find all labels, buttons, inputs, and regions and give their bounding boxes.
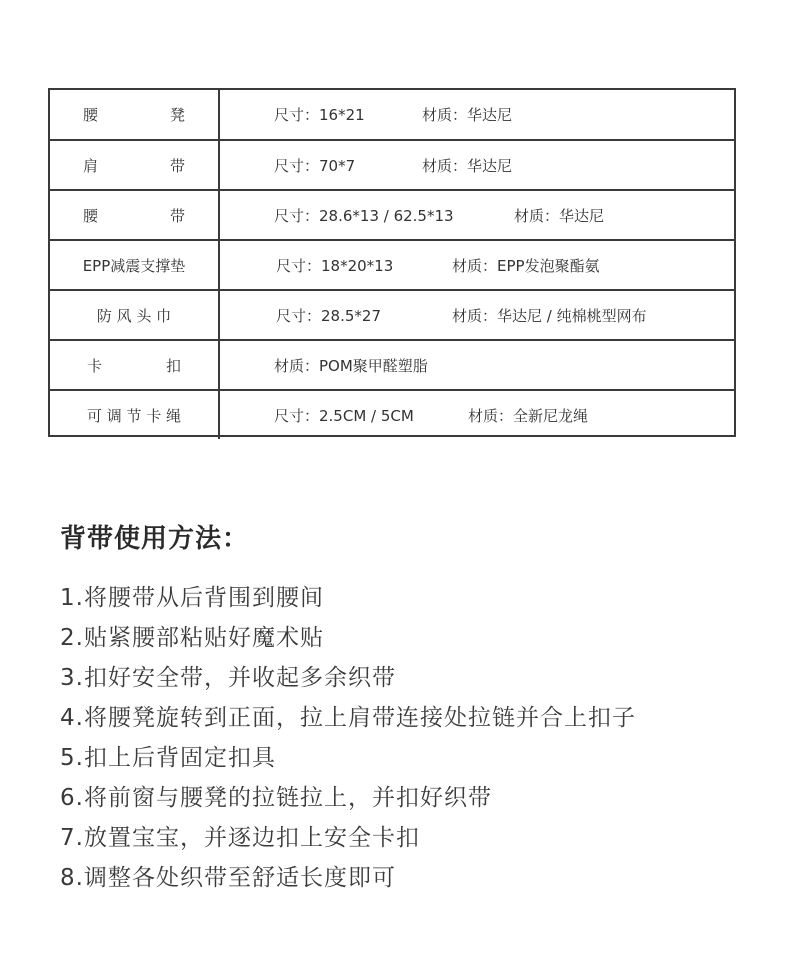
spec-material: 材质：EPP发泡聚酯氨 — [452, 256, 600, 275]
spec-material: 材质：华达尼 — [422, 156, 513, 175]
spec-size: 尺寸：28.6*13 / 62.5*13 — [274, 206, 454, 225]
spec-name-cell — [50, 141, 220, 189]
spec-material: 材质：POM聚甲醛塑脂 — [274, 356, 428, 375]
spec-name-char: 带 — [170, 156, 186, 175]
spec-desc-cell — [220, 191, 734, 239]
spec-name-char: 肩 — [82, 156, 98, 175]
spec-name-cell: 可 调 节 卡 绳 — [50, 391, 220, 439]
spec-table — [48, 88, 736, 437]
spec-desc-cell — [220, 141, 734, 189]
spec-row-waist-belt — [50, 189, 734, 239]
spec-desc-cell — [220, 391, 734, 439]
usage-steps-list — [60, 578, 636, 898]
usage-step: 8.调整各处织带至舒适长度即可 — [60, 865, 396, 891]
spec-material: 材质：全新尼龙绳 — [468, 406, 589, 425]
spec-row-hood — [50, 289, 734, 339]
spec-name-char: 扣 — [166, 356, 182, 375]
usage-title: 背带使用方法： — [60, 524, 250, 554]
usage-step: 3.扣好安全带，并收起多余织带 — [60, 665, 396, 691]
spec-size: 尺寸：70*7 — [274, 156, 356, 175]
usage-step: 4.将腰凳旋转到正面，拉上肩带连接处拉链并合上扣子 — [60, 705, 636, 731]
usage-step: 2.贴紧腰部粘贴好魔术贴 — [60, 625, 324, 651]
spec-row-adjustable-cord — [50, 389, 734, 439]
usage-step: 1.将腰带从后背围到腰间 — [60, 585, 324, 611]
spec-row-shoulder-strap — [50, 139, 734, 189]
spec-name-cell — [50, 191, 220, 239]
spec-material: 材质：华达尼 — [422, 106, 513, 124]
spec-name-cell: 防 风 头 巾 — [50, 291, 220, 339]
spec-name-cell: EPP减震支撑垫 — [50, 241, 220, 289]
spec-row-epp-pad — [50, 239, 734, 289]
spec-desc-cell — [220, 90, 734, 139]
usage-step: 6.将前窗与腰凳的拉链拉上，并扣好织带 — [60, 785, 492, 811]
usage-step: 5.扣上后背固定扣具 — [60, 745, 276, 771]
usage-step: 7.放置宝宝，并逐边扣上安全卡扣 — [60, 825, 420, 851]
spec-name-cell — [50, 341, 220, 389]
spec-size: 尺寸：28.5*27 — [276, 306, 381, 325]
spec-desc-cell — [220, 241, 734, 289]
spec-name-char: 带 — [170, 206, 186, 225]
spec-size: 尺寸：16*21 — [274, 106, 365, 124]
spec-desc-cell — [220, 341, 734, 389]
spec-name-char: 腰 — [82, 106, 98, 124]
spec-name-char: 腰 — [82, 206, 98, 225]
spec-material: 材质：华达尼 / 纯棉桃型网布 — [452, 306, 647, 325]
spec-name-char: 凳 — [170, 106, 186, 124]
spec-row-buckle — [50, 339, 734, 389]
spec-material: 材质：华达尼 — [514, 206, 605, 225]
spec-desc-cell — [220, 291, 734, 339]
spec-size: 尺寸：18*20*13 — [276, 256, 394, 275]
spec-name-cell — [50, 90, 220, 139]
spec-row-waist-stool — [50, 90, 734, 139]
spec-name-char: 卡 — [86, 356, 102, 375]
spec-size: 尺寸：2.5CM / 5CM — [274, 406, 414, 425]
